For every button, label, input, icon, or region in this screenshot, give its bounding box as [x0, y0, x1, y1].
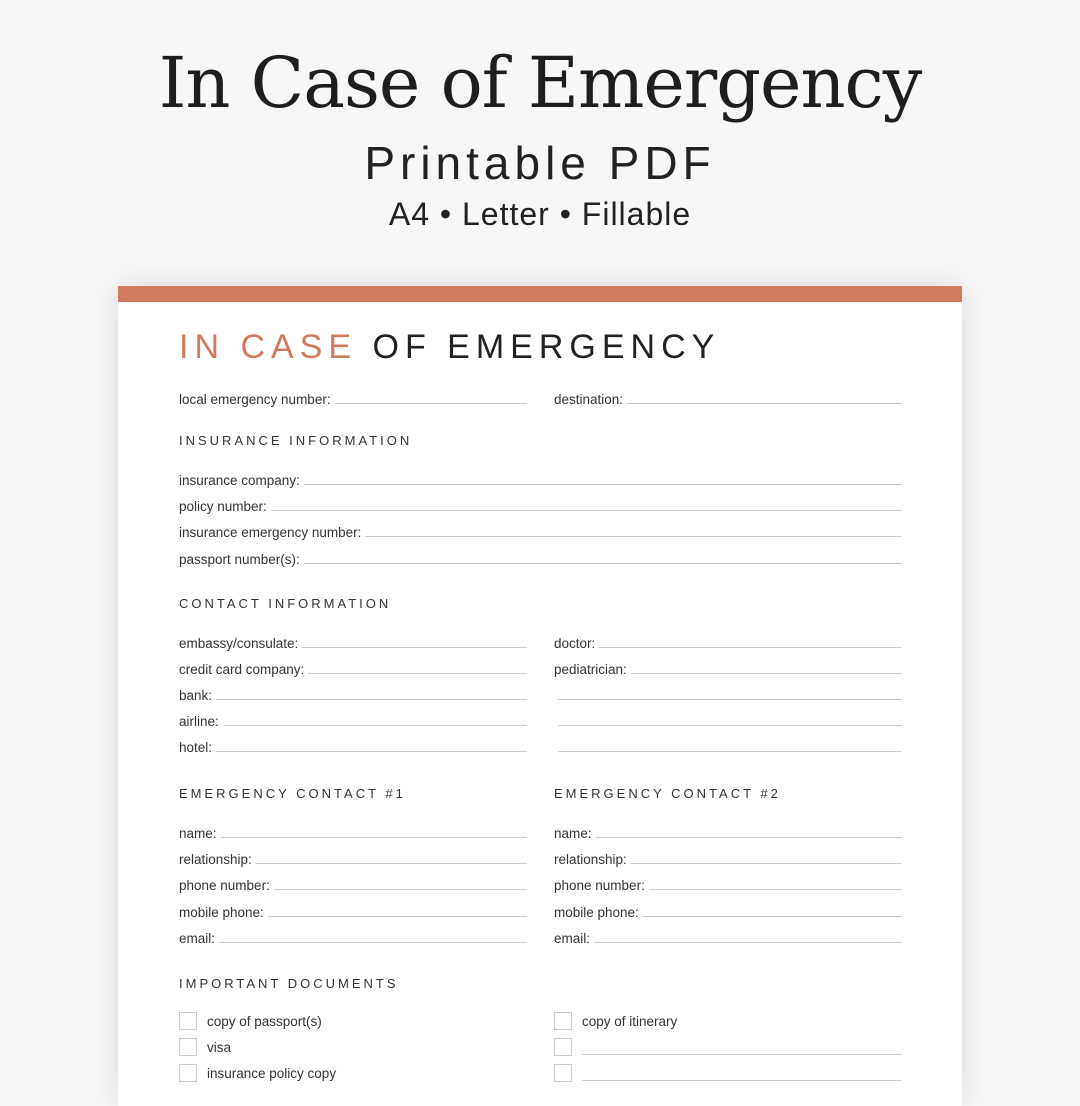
- contact-field[interactable]: [179, 737, 527, 755]
- field-label: mobile phone:: [179, 905, 264, 920]
- form-sheet: [118, 286, 962, 1106]
- title-accent: IN CASE: [179, 328, 358, 366]
- field-label: email:: [554, 931, 591, 946]
- emergency-contact-1-field[interactable]: [179, 902, 527, 920]
- local-emergency-number-field[interactable]: [179, 389, 527, 407]
- field-input-line[interactable]: [558, 699, 902, 700]
- field-input-line[interactable]: [256, 863, 527, 864]
- field-label: pediatrician:: [554, 662, 627, 677]
- checkbox-label: copy of itinerary: [582, 1013, 678, 1029]
- field-label: destination:: [554, 392, 624, 407]
- field-input-line[interactable]: [558, 725, 902, 726]
- field-input-line[interactable]: [596, 837, 902, 838]
- contact-field[interactable]: [554, 633, 902, 651]
- document-checkbox-item[interactable]: [554, 1038, 902, 1056]
- field-input-line[interactable]: [631, 673, 902, 674]
- emergency-contact-1-field[interactable]: [179, 928, 527, 946]
- field-label: doctor:: [554, 636, 596, 651]
- contact-field[interactable]: [554, 659, 902, 677]
- field-input-line[interactable]: [304, 484, 902, 485]
- field-input-line[interactable]: [271, 510, 902, 511]
- field-input-line[interactable]: [274, 889, 527, 890]
- field-label: phone number:: [179, 878, 270, 893]
- checkbox[interactable]: [179, 1064, 197, 1082]
- contact-field[interactable]: [179, 711, 527, 729]
- field-input-line[interactable]: [223, 725, 527, 726]
- checkbox-label: copy of passport(s): [207, 1013, 322, 1029]
- field-input-line[interactable]: [599, 647, 902, 648]
- field-input-line[interactable]: [627, 403, 902, 404]
- checkbox[interactable]: [179, 1038, 197, 1056]
- heading-emergency-contact-2: EMERGENCY CONTACT #2: [554, 786, 781, 801]
- banner-title: In Case of Emergency: [158, 42, 922, 124]
- field-label: hotel:: [179, 740, 213, 755]
- field-input-line[interactable]: [582, 1054, 902, 1055]
- insurance-field[interactable]: [179, 470, 902, 488]
- contact-field[interactable]: [179, 685, 527, 703]
- field-label: local emergency number:: [179, 392, 331, 407]
- field-input-line[interactable]: [365, 536, 902, 537]
- field-label: insurance company:: [179, 473, 300, 488]
- emergency-contact-2-field[interactable]: [554, 823, 902, 841]
- emergency-contact-1-field[interactable]: [179, 849, 527, 867]
- checkbox-label: visa: [207, 1039, 232, 1055]
- heading-insurance: INSURANCE INFORMATION: [179, 433, 413, 448]
- field-input-line[interactable]: [649, 889, 902, 890]
- contact-field[interactable]: [179, 659, 527, 677]
- field-label: name:: [554, 826, 592, 841]
- emergency-contact-2-field[interactable]: [554, 849, 902, 867]
- field-label: airline:: [179, 714, 219, 729]
- field-label: relationship:: [554, 852, 627, 867]
- banner-formats: A4 • Letter • Fillable: [388, 196, 692, 232]
- insurance-field[interactable]: [179, 549, 902, 567]
- contact-field[interactable]: [554, 685, 902, 703]
- checkbox[interactable]: [554, 1064, 572, 1082]
- field-label: phone number:: [554, 878, 645, 893]
- field-input-line[interactable]: [558, 751, 902, 752]
- field-input-line[interactable]: [335, 403, 527, 404]
- title-rest: OF EMERGENCY: [357, 328, 721, 366]
- field-input-line[interactable]: [594, 942, 902, 943]
- field-input-line[interactable]: [268, 916, 527, 917]
- field-label: name:: [179, 826, 217, 841]
- checkbox-label: insurance policy copy: [207, 1065, 337, 1081]
- document-checkbox-item[interactable]: [179, 1064, 527, 1082]
- accent-bar: [118, 286, 962, 302]
- document-checkbox-item[interactable]: [179, 1012, 527, 1030]
- field-label: bank:: [179, 688, 213, 703]
- field-input-line[interactable]: [221, 837, 527, 838]
- field-label: policy number:: [179, 499, 267, 514]
- field-label: passport number(s):: [179, 552, 300, 567]
- field-input-line[interactable]: [308, 673, 527, 674]
- field-label: embassy/consulate:: [179, 636, 299, 651]
- checkbox[interactable]: [554, 1012, 572, 1030]
- field-input-line[interactable]: [302, 647, 527, 648]
- field-label: relationship:: [179, 852, 252, 867]
- emergency-contact-1-field[interactable]: [179, 823, 527, 841]
- form-title: [179, 328, 720, 367]
- emergency-contact-1-field[interactable]: [179, 875, 527, 893]
- destination-field[interactable]: [554, 389, 902, 407]
- heading-documents: IMPORTANT DOCUMENTS: [179, 976, 399, 991]
- field-input-line[interactable]: [643, 916, 902, 917]
- contact-field[interactable]: [179, 633, 527, 651]
- checkbox[interactable]: [179, 1012, 197, 1030]
- field-input-line[interactable]: [216, 751, 527, 752]
- field-label: mobile phone:: [554, 905, 639, 920]
- checkbox[interactable]: [554, 1038, 572, 1056]
- heading-emergency-contact-1: EMERGENCY CONTACT #1: [179, 786, 406, 801]
- emergency-contact-2-field[interactable]: [554, 875, 902, 893]
- field-input-line[interactable]: [304, 563, 902, 564]
- field-label: credit card company:: [179, 662, 305, 677]
- field-input-line[interactable]: [219, 942, 527, 943]
- heading-contact: CONTACT INFORMATION: [179, 596, 392, 611]
- field-input-line[interactable]: [631, 863, 902, 864]
- field-label: email:: [179, 931, 216, 946]
- banner-subtitle: Printable PDF: [364, 137, 716, 189]
- emergency-contact-2-field[interactable]: [554, 902, 902, 920]
- document-checkbox-item[interactable]: [179, 1038, 527, 1056]
- insurance-field[interactable]: [179, 496, 902, 514]
- document-checkbox-item[interactable]: [554, 1012, 902, 1030]
- contact-field[interactable]: [554, 711, 902, 729]
- field-input-line[interactable]: [216, 699, 527, 700]
- field-label: insurance emergency number:: [179, 525, 362, 540]
- contact-field[interactable]: [554, 737, 902, 755]
- document-checkbox-item[interactable]: [554, 1064, 902, 1082]
- emergency-contact-2-field[interactable]: [554, 928, 902, 946]
- insurance-field[interactable]: [179, 522, 902, 540]
